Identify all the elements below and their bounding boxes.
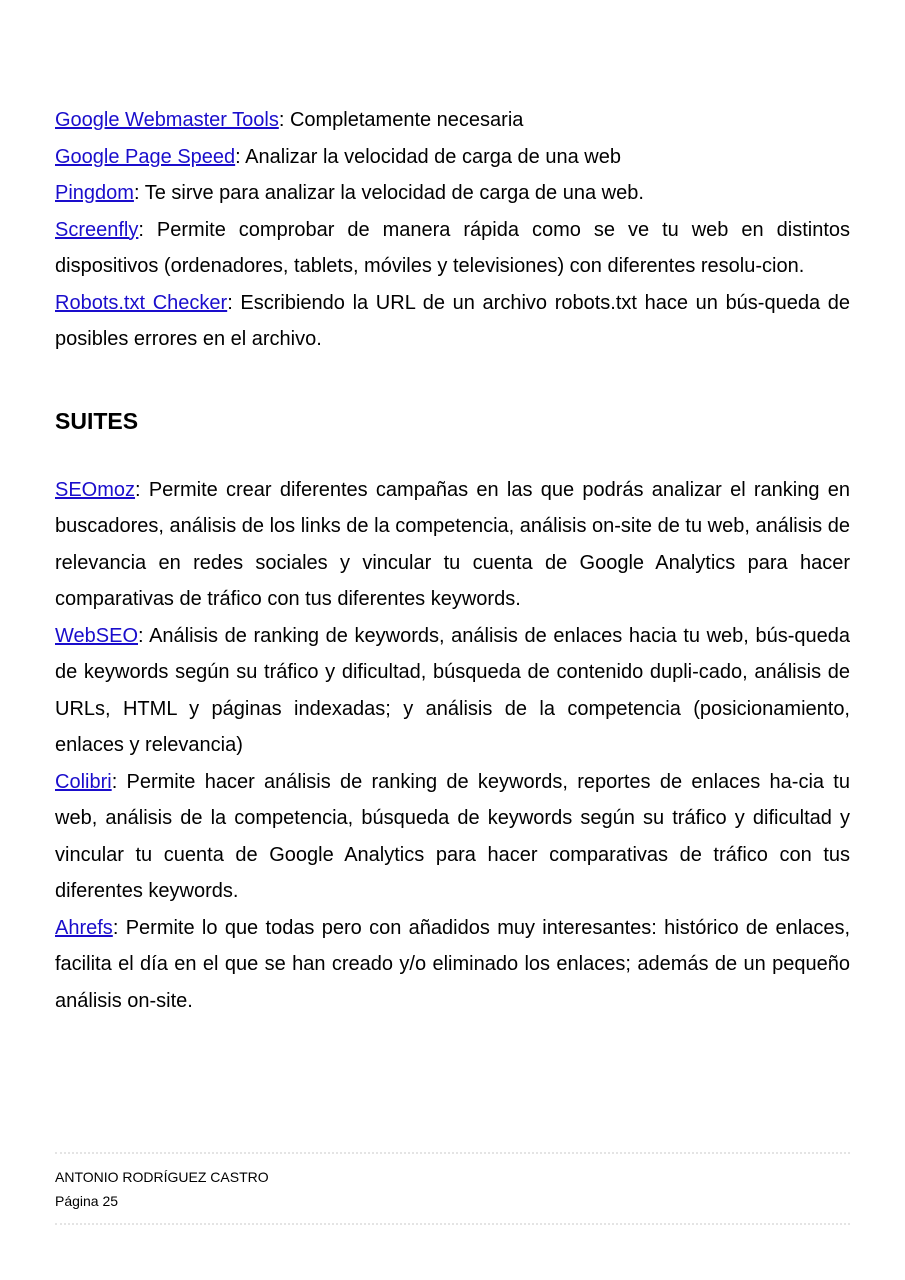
footer-bottom-divider: [55, 1223, 850, 1225]
tool-description: : Escribiendo la URL de un archivo robots.txt hace un bús-queda de posibles errores en el archivo.: [55, 291, 850, 350]
tool-entry-google-page-speed: [55, 139, 850, 176]
tool-entry-google-webmaster-tools: [55, 102, 850, 139]
link-google-page-speed[interactable]: Google Page Speed: [55, 145, 236, 168]
tool-description: : Analizar la velocidad de carga de una web: [235, 145, 621, 168]
section-heading-suites: SUITES: [55, 407, 139, 434]
suite-description: : Permite lo que todas pero con añadidos muy interesantes: histórico de enlaces, facilita el día en el que se han creado y/o eliminado los enlaces; además de un pequeño análisis on-site.: [55, 916, 850, 1012]
suite-description: : Permite crear diferentes campañas en las que podrás analizar el ranking en buscadores, análisis de los links de la competencia, análisis on-site de tu web, análisis de relevancia en redes sociales y vincular tu cuenta de Google Analytics para hacer comparativas de tráfico con tus diferentes keywords.: [55, 478, 850, 610]
tool-entry-screenfly: [55, 212, 850, 285]
suite-entry-webseo: [55, 618, 850, 764]
link-seomoz[interactable]: SEOmoz: [55, 478, 136, 501]
tool-description: : Permite comprobar de manera rápida como se ve tu web en distintos dispositivos (ordenadores, tablets, móviles y televisiones) con diferentes resolu-cion.: [55, 218, 850, 277]
footer-top-divider: [55, 1152, 850, 1154]
tool-description: : Completamente necesaria: [278, 109, 524, 131]
suite-entry-seomoz: [55, 472, 850, 618]
document-body: [55, 102, 850, 1019]
footer-author: ANTONIO RODRÍGUEZ CASTRO: [55, 1169, 269, 1185]
link-google-webmaster-tools[interactable]: Google Webmaster Tools: [55, 109, 279, 131]
page-footer: [55, 1152, 850, 1225]
tool-entry-pingdom: [55, 175, 850, 212]
link-webseo[interactable]: WebSEO: [55, 624, 138, 647]
link-ahrefs[interactable]: Ahrefs: [55, 916, 113, 939]
tool-description: : Te sirve para analizar la velocidad de carga de una web.: [133, 182, 644, 204]
link-pingdom[interactable]: Pingdom: [55, 182, 134, 204]
link-colibri[interactable]: Colibri: [55, 770, 112, 793]
suite-description: : Análisis de ranking de keywords, análisis de enlaces hacia tu web, bús-queda de keywords según su tráfico y dificultad, búsqueda de contenido dupli-cado, análisis de URLs, HTML y páginas indexadas; y análisis de la competencia (posicionamiento, enlaces y relevancia): [55, 624, 850, 756]
suite-entry-ahrefs: [55, 910, 850, 1020]
tool-entry-robots-txt-checker: [55, 285, 850, 358]
link-screenfly[interactable]: Screenfly: [55, 218, 139, 241]
link-robots-txt-checker[interactable]: Robots.txt Checker: [55, 291, 228, 314]
suite-description: : Permite hacer análisis de ranking de keywords, reportes de enlaces ha-cia tu web, análisis de la competencia, búsqueda de keywords según su tráfico y dificultad y vincular tu cuenta de Google Analytics para hacer comparativas de tráfico con tus diferentes keywords.: [55, 770, 850, 902]
footer-page-number: Página 25: [55, 1193, 119, 1209]
suite-entry-colibri: [55, 764, 850, 910]
